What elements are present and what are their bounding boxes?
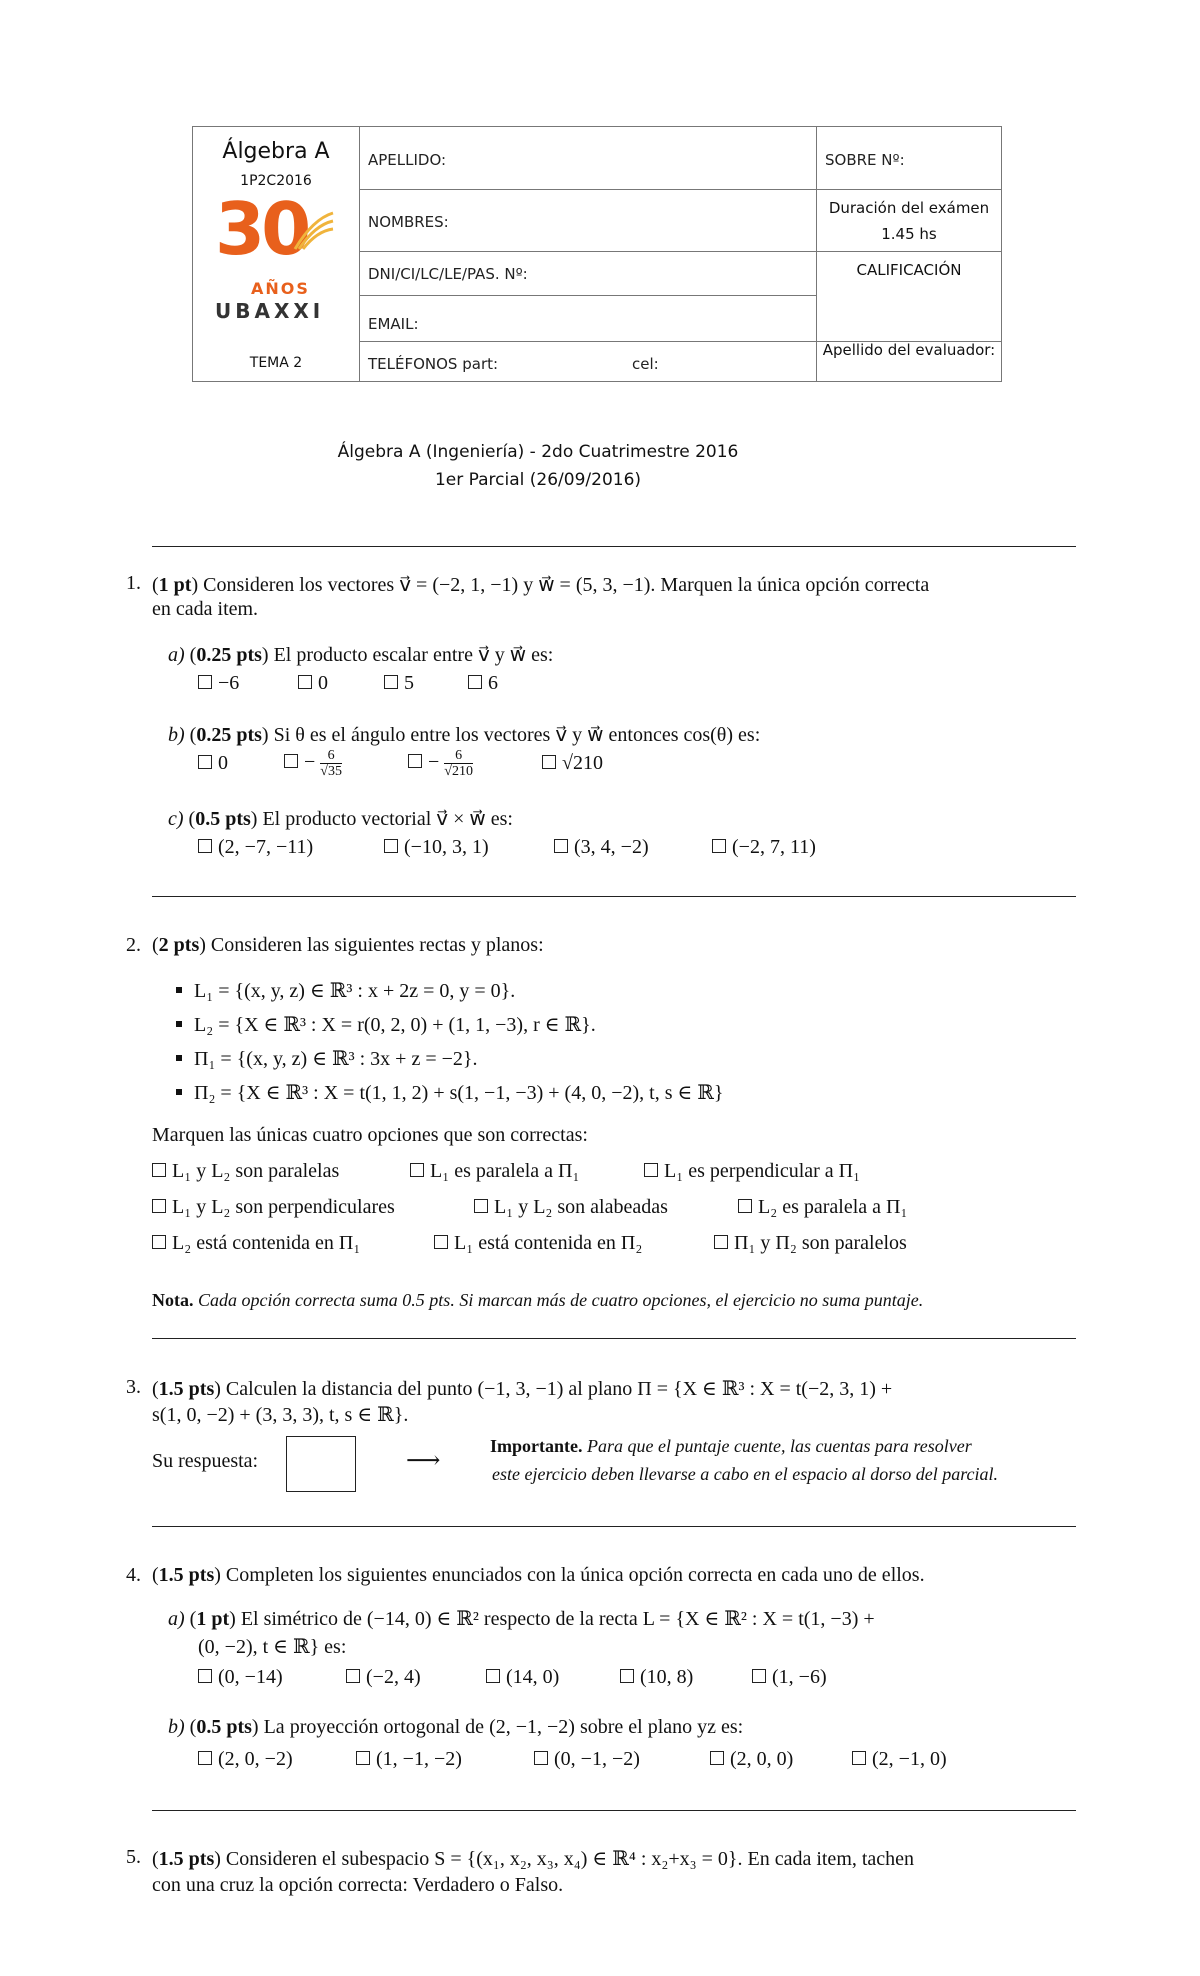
q2-intro: Consideren las siguientes rectas y planos: bbox=[210, 934, 544, 956]
q2-item: Π₂ = {X ∈ ℝ³ : X = t(1, 1, 2) + s(1, −1, −3) + (4, 0, −2), t, s ∈ ℝ} bbox=[176, 1080, 724, 1105]
logo-cell bbox=[193, 127, 360, 381]
q5-line1: Consideren el subespacio S = {(x₁, x₂, x₃, x₄) ∈ ℝ⁴ : x₂+x₃ = 0}. En cada item, tachen bbox=[225, 1848, 915, 1870]
q2-option[interactable]: L₁ y L₂ son alabeadas bbox=[474, 1196, 668, 1219]
q2-item: L₂ = {X ∈ ℝ³ : X = r(0, 2, 0) + (1, 1, −3), r ∈ ℝ}. bbox=[176, 1012, 596, 1037]
q4a-option-4[interactable]: (10, 8) bbox=[620, 1666, 693, 1689]
exam-info-cell bbox=[817, 127, 1001, 381]
logo-ubaxxi: UBAXXI bbox=[215, 299, 325, 323]
q4a-option-3[interactable]: (14, 0) bbox=[486, 1666, 559, 1689]
q2-option[interactable]: L₁ y L₂ son perpendiculares bbox=[152, 1196, 395, 1219]
divider bbox=[152, 1526, 1076, 1527]
checkbox-icon bbox=[152, 1163, 166, 1177]
logo-anos: AÑOS bbox=[251, 279, 310, 298]
exam-subtitle: 1er Parcial (26/09/2016) bbox=[434, 470, 642, 490]
q2-option[interactable]: L₂ es paralela a Π₁ bbox=[738, 1196, 907, 1219]
q2-option[interactable]: L₂ está contenida en Π₁ bbox=[152, 1232, 360, 1255]
q1b-option-3[interactable]: − $\frac{6}{√210}$ bbox=[408, 748, 473, 779]
q4a-option-1[interactable]: (0, −14) bbox=[198, 1666, 283, 1689]
q3-answer-label: Su respuesta: bbox=[152, 1450, 259, 1472]
q1-number: 1. bbox=[126, 572, 141, 594]
checkbox-icon bbox=[298, 675, 312, 689]
q1b-option-4[interactable]: √210 bbox=[542, 752, 603, 775]
q5-number: 5. bbox=[126, 1846, 141, 1868]
logo-30: 30 bbox=[215, 187, 308, 271]
checkbox-icon bbox=[152, 1235, 166, 1249]
checkbox-icon bbox=[534, 1751, 548, 1765]
q3-line2: s(1, 0, −2) + (3, 3, 3), t, s ∈ ℝ}. bbox=[152, 1404, 409, 1426]
checkbox-icon bbox=[738, 1199, 752, 1213]
q4b-option-1[interactable]: (2, 0, −2) bbox=[198, 1748, 293, 1771]
checkbox-icon bbox=[198, 675, 212, 689]
q1a-label: a) bbox=[168, 644, 185, 666]
divider bbox=[152, 896, 1076, 897]
q1a-points: 0.25 pts bbox=[196, 644, 262, 666]
q1a-text: El producto escalar entre v⃗ y w⃗ es: bbox=[273, 644, 554, 666]
divider bbox=[152, 1810, 1076, 1811]
q1a-option-3[interactable]: 5 bbox=[384, 672, 414, 695]
cel-label: cel: bbox=[632, 355, 659, 373]
checkbox-icon bbox=[384, 839, 398, 853]
checkbox-icon bbox=[710, 1751, 724, 1765]
checkbox-icon bbox=[644, 1163, 658, 1177]
q1c-points: 0.5 pts bbox=[195, 808, 251, 830]
divider bbox=[152, 1338, 1076, 1339]
checkbox-icon bbox=[752, 1669, 766, 1683]
q4a-line2: (0, −2), t ∈ ℝ} es: bbox=[198, 1636, 347, 1658]
q2-option[interactable]: Π₁ y Π₂ son paralelos bbox=[714, 1232, 907, 1255]
checkbox-icon bbox=[410, 1163, 424, 1177]
q1a-option-1[interactable]: −6 bbox=[198, 672, 239, 695]
telefonos-label: TELÉFONOS part: bbox=[368, 355, 499, 373]
checkbox-icon bbox=[620, 1669, 634, 1683]
checkbox-icon bbox=[198, 839, 212, 853]
logo-rays-icon bbox=[293, 209, 335, 251]
q5-line2: con una cruz la opción correcta: Verdadero o Falso. bbox=[152, 1874, 564, 1896]
q4-points: 1.5 pts bbox=[158, 1564, 215, 1586]
q4b-option-3[interactable]: (0, −1, −2) bbox=[534, 1748, 640, 1771]
q4-intro: Completen los siguientes enunciados con la única opción correcta en cada uno de ellos. bbox=[225, 1564, 925, 1586]
q1b-option-1[interactable]: 0 bbox=[198, 752, 228, 775]
checkbox-icon bbox=[468, 675, 482, 689]
arrow-icon: ⟶ bbox=[406, 1448, 441, 1474]
q2-option[interactable]: L₁ está contenida en Π₂ bbox=[434, 1232, 642, 1255]
checkbox-icon bbox=[198, 755, 212, 769]
checkbox-icon bbox=[152, 1199, 166, 1213]
q1-intro: Consideren los vectores v⃗ = (−2, 1, −1) y w⃗ = (5, 3, −1). Marquen la única opción correcta bbox=[203, 574, 930, 596]
q1b-text: Si θ es el ángulo entre los vectores v⃗ y w⃗ entonces cos(θ) es: bbox=[273, 724, 761, 746]
q4a-option-5[interactable]: (1, −6) bbox=[752, 1666, 827, 1689]
q1c-option-1[interactable]: (2, −7, −11) bbox=[198, 836, 313, 859]
exam-title: Álgebra A (Ingeniería) - 2do Cuatrimestre 2016 bbox=[337, 442, 739, 462]
tema-label: TEMA 2 bbox=[249, 355, 303, 371]
q1-points: 1 pt bbox=[158, 574, 192, 596]
q1c-option-2[interactable]: (−10, 3, 1) bbox=[384, 836, 489, 859]
q4-number: 4. bbox=[126, 1564, 141, 1586]
checkbox-icon bbox=[284, 754, 298, 768]
q1b-label: b) bbox=[168, 724, 185, 746]
course-code: 1P2C2016 bbox=[240, 173, 312, 189]
nombres-label: NOMBRES: bbox=[368, 213, 449, 231]
checkbox-icon bbox=[852, 1751, 866, 1765]
q2-item: Π₁ = {(x, y, z) ∈ ℝ³ : 3x + z = −2}. bbox=[176, 1046, 478, 1071]
checkbox-icon bbox=[356, 1751, 370, 1765]
q2-points: 2 pts bbox=[158, 934, 200, 956]
duracion-label: Duración del exámen bbox=[828, 199, 990, 217]
checkbox-icon bbox=[714, 1235, 728, 1249]
email-label: EMAIL: bbox=[368, 315, 419, 333]
q3-points: 1.5 pts bbox=[158, 1378, 215, 1400]
q4a-line1: El simétrico de (−14, 0) ∈ ℝ² respecto de la recta L = {X ∈ ℝ² : X = t(1, −3) + bbox=[240, 1608, 875, 1630]
student-info-cell bbox=[360, 127, 817, 381]
calificacion-label: CALIFICACIÓN bbox=[856, 261, 962, 279]
q3-important-line2: este ejercicio deben llevarse a cabo en el espacio al dorso del parcial. bbox=[492, 1464, 999, 1484]
checkbox-icon bbox=[198, 1669, 212, 1683]
checkbox-icon bbox=[486, 1669, 500, 1683]
q4a-points: 1 pt bbox=[196, 1608, 230, 1630]
course-name: Álgebra A bbox=[222, 139, 330, 164]
q1c-option-4[interactable]: (−2, 7, 11) bbox=[712, 836, 816, 859]
checkbox-icon bbox=[712, 839, 726, 853]
evaluador-label: Apellido del evaluador: bbox=[822, 341, 996, 359]
duracion-value: 1.45 hs bbox=[881, 225, 937, 243]
q4b-text: La proyección ortogonal de (2, −1, −2) sobre el plano yz es: bbox=[263, 1716, 744, 1738]
apellido-label: APELLIDO: bbox=[368, 151, 447, 169]
q1-intro2: en cada item. bbox=[152, 598, 259, 620]
dni-label: DNI/CI/LC/LE/PAS. Nº: bbox=[368, 265, 528, 283]
q1c-text: El producto vectorial v⃗ × w⃗ es: bbox=[262, 808, 513, 830]
exam-header bbox=[192, 126, 1002, 382]
q4a-label: a) bbox=[168, 1608, 185, 1630]
q1a-option-2[interactable]: 0 bbox=[298, 672, 328, 695]
q1c-option-3[interactable]: (3, 4, −2) bbox=[554, 836, 649, 859]
divider bbox=[152, 546, 1076, 547]
q3-line1: Calculen la distancia del punto (−1, 3, −1) al plano Π = {X ∈ ℝ³ : X = t(−2, 3, 1) + bbox=[225, 1378, 893, 1400]
q2-option[interactable]: L₁ es paralela a Π₁ bbox=[410, 1160, 579, 1183]
checkbox-icon bbox=[474, 1199, 488, 1213]
q3-number: 3. bbox=[126, 1376, 141, 1398]
checkbox-icon bbox=[408, 754, 422, 768]
q4b-points: 0.5 pts bbox=[196, 1716, 252, 1738]
q2-number: 2. bbox=[126, 934, 141, 956]
q2-option[interactable]: L₁ y L₂ son paralelas bbox=[152, 1160, 339, 1183]
q1b-points: 0.25 pts bbox=[196, 724, 262, 746]
checkbox-icon bbox=[346, 1669, 360, 1683]
checkbox-icon bbox=[384, 675, 398, 689]
q2-instruction: Marquen las únicas cuatro opciones que son correctas: bbox=[152, 1124, 588, 1146]
answer-box[interactable] bbox=[286, 1436, 356, 1492]
q2-item: L₁ = {(x, y, z) ∈ ℝ³ : x + 2z = 0, y = 0}. bbox=[176, 978, 515, 1003]
q4b-label: b) bbox=[168, 1716, 185, 1738]
checkbox-icon bbox=[198, 1751, 212, 1765]
q1a-option-4[interactable]: 6 bbox=[468, 672, 498, 695]
checkbox-icon bbox=[554, 839, 568, 853]
q2-nota: Nota. Cada opción correcta suma 0.5 pts. Si marcan más de cuatro opciones, el ejercicio no suma puntaje. bbox=[152, 1290, 924, 1310]
sobre-label: SOBRE Nº: bbox=[825, 151, 905, 169]
q4b-option-5[interactable]: (2, −1, 0) bbox=[852, 1748, 947, 1771]
q2-option[interactable]: L₁ es perpendicular a Π₁ bbox=[644, 1160, 860, 1183]
q4b-option-2[interactable]: (1, −1, −2) bbox=[356, 1748, 462, 1771]
q3-important: Importante. Para que el puntaje cuente, las cuentas para resolver bbox=[490, 1436, 972, 1456]
q4a-option-2[interactable]: (−2, 4) bbox=[346, 1666, 421, 1689]
q1c-label: c) bbox=[168, 808, 184, 830]
checkbox-icon bbox=[542, 755, 556, 769]
checkbox-icon bbox=[434, 1235, 448, 1249]
q1b-option-2[interactable]: − $\frac{6}{√35}$ bbox=[284, 748, 342, 779]
q4b-option-4[interactable]: (2, 0, 0) bbox=[710, 1748, 793, 1771]
q5-points: 1.5 pts bbox=[158, 1848, 215, 1870]
